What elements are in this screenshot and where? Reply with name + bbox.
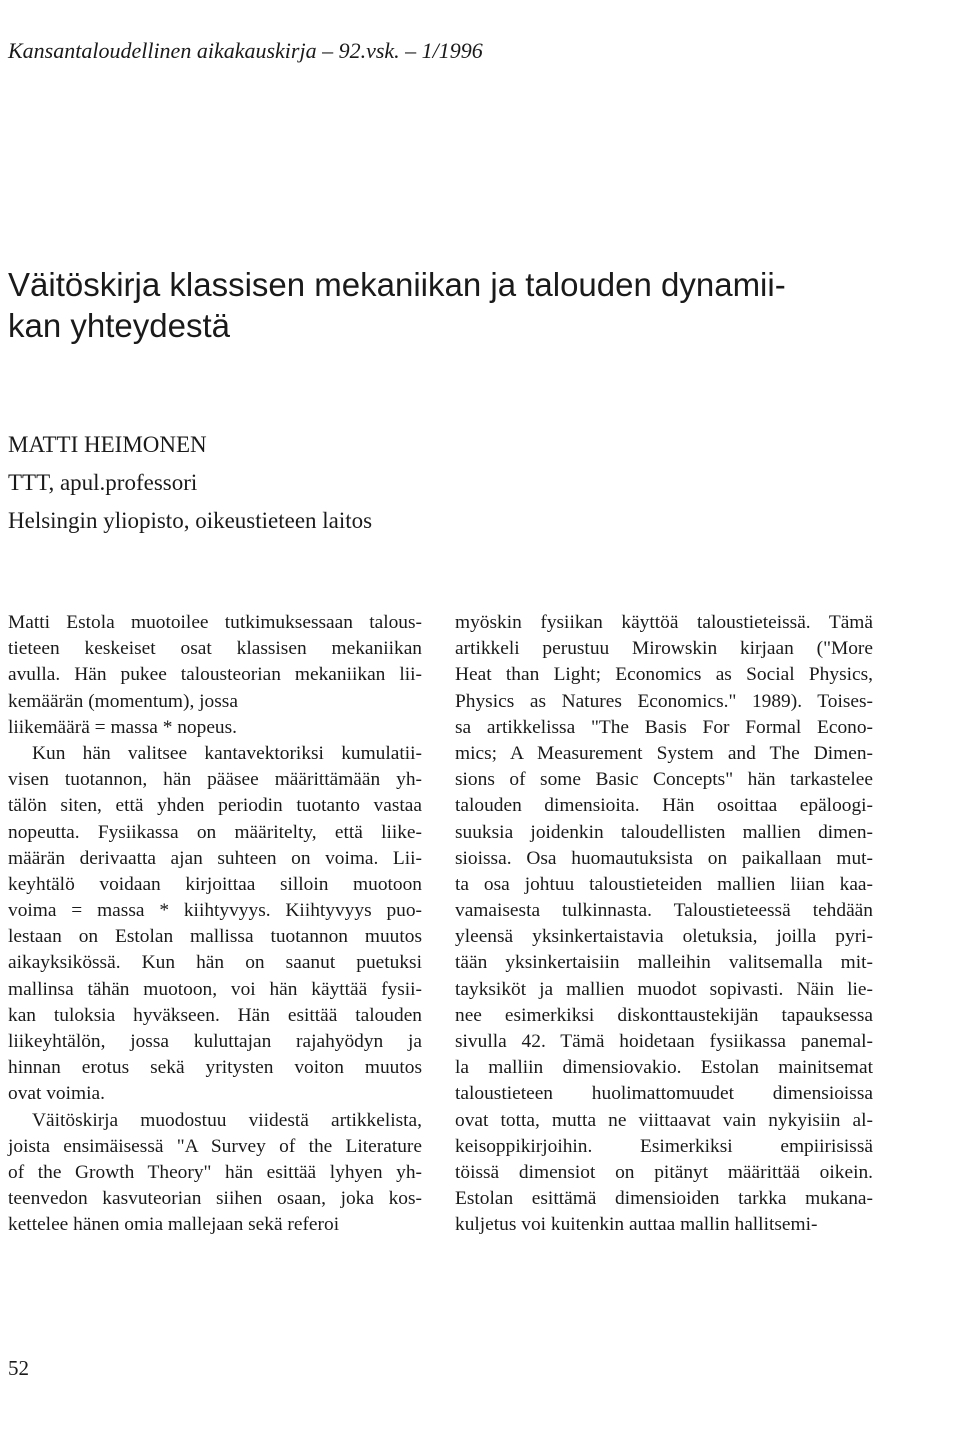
text-line: ta osa johtuu taloustieteiden mallien liian kaa- [455, 873, 873, 895]
text-line: tayksiköt ja mallien muodot sopivasti. Näin lie- [455, 978, 873, 1000]
text-line: kuljetus voi kuitenkin auttaa mallin hallitsemi- [455, 1214, 818, 1236]
author-block [8, 426, 372, 540]
text-line: sa artikkelissa "The Basis For Formal Econo- [455, 716, 873, 738]
text-line: mallinsa tähän muotoon, voi hän käyttää fysii- [8, 978, 422, 1000]
text-line: Heat than Light; Economics as Social Physics, [455, 664, 873, 686]
text-line: tieteen keskeiset osat klassisen mekaniikan [8, 638, 422, 660]
text-line: kettelee hänen omia mallejaan sekä referoi [8, 1214, 340, 1236]
text-line: mics; A Measurement System and The Dimen- [455, 742, 873, 764]
text-line: töissä dimensiot on pitänyt määrittää oikein. [455, 1161, 873, 1183]
author-name: MATTI HEIMONEN [8, 432, 207, 457]
text-line: joista ensimäisessä "A Survey of the Literature [8, 1135, 422, 1157]
text-line: Matti Estola muotoilee tutkimuksessaan talous- [8, 612, 422, 633]
text-line: hinnan erotus sekä yritysten voiton muutos [8, 1057, 422, 1079]
text-line: kemäärän (momentum), jossa [8, 690, 238, 712]
author-position: TTT, apul.professori [8, 470, 198, 495]
text-line: ovat voimia. [8, 1083, 105, 1105]
text-line: aikayksikössä. Kun hän on saanut puetuksi [8, 952, 422, 974]
text-line: liikemäärä = massa * nopeus. [8, 716, 238, 738]
text-line: talouden dimensioita. Hän osoittaa epäloogi- [455, 795, 873, 817]
text-line: la malliin dimensiovakio. Estolan mainitsemat [455, 1057, 873, 1079]
text-line: sioissa. Osa huomautuksista on paikallaan mut- [455, 847, 873, 869]
page-number: 52 [8, 1356, 29, 1380]
text-line: tälön siten, että yhden periodin tuotanto vastaa [8, 795, 422, 817]
text-line: ovat totta, mutta ne viittaavat vain nykyisiin al- [455, 1109, 873, 1131]
title-line: Väitöskirja klassisen mekaniikan ja talouden dynamii- [8, 266, 786, 303]
text-line: of the Growth Theory" hän esittää lyhyen yh- [8, 1161, 422, 1183]
text-line: taloustieteen huolimattomuudet dimensioissa [455, 1083, 873, 1105]
text-line: avulla. Hän pukee talousteorian mekaniikan lii- [8, 664, 422, 686]
text-line: vamaisesta tulkinnasta. Taloustieteessä tehdään [455, 900, 873, 922]
text-line: keyhtälö voidaan kirjoittaa silloin muotoon [8, 873, 422, 895]
text-line: suuksia joidenkin taloudellisten mallien dimen- [455, 821, 873, 843]
text-line: myöskin fysiikan käyttöä taloustieteissä. Tämä [455, 612, 873, 633]
journal-header: Kansantaloudellinen aikakauskirja – 92.vsk. – 1/1996 [8, 38, 483, 63]
text-line: sions of some Basic Concepts" hän tarkastelee [455, 769, 873, 791]
text-line: Kun hän valitsee kantavektoriksi kumulatii- [32, 742, 422, 764]
title-line: kan yhteydestä [8, 307, 230, 344]
text-line: tään yksinkertaisiin malleihin valitsemalla mit- [455, 952, 873, 974]
text-line: Estolan esittämä dimensioiden tarkka mukana- [455, 1188, 873, 1210]
text-line: liikeyhtälön, jossa kuluttajan rajahyödyn ja [8, 1031, 422, 1052]
text-line: voima = massa * kiihtyvyys. Kiihtyvyys puo- [8, 900, 422, 922]
text-line: teenvedon kasvuteorian siihen osaan, joka kos- [8, 1188, 422, 1210]
text-line: määrän derivaatta ajan suhteen on voima. Lii- [8, 847, 422, 869]
text-line: sivulla 42. Tämä hoidetaan fysiikassa panemal- [455, 1031, 873, 1052]
text-line: visen tuotannon, hän pääsee määrittämään yh- [8, 769, 422, 791]
text-line: nopeutta. Fysiikassa on määritelty, että liike- [8, 821, 422, 843]
text-line: Physics as Natures Economics." 1989). Toises- [455, 690, 873, 712]
author-affiliation: Helsingin yliopisto, oikeustieteen laitos [8, 508, 373, 533]
article-title [8, 264, 908, 346]
text-line: lestaan on Estolan mallissa tuotannon muutos [8, 926, 422, 948]
right-column [455, 610, 873, 1239]
text-line: keisoppikirjoihin. Esimerkiksi empiirisissä [455, 1135, 873, 1157]
text-line: yleensä yksinkertaistavia oletuksia, joilla pyri- [455, 926, 873, 948]
text-line: Väitöskirja muodostuu viidestä artikkelista, [32, 1109, 422, 1131]
text-line: artikkeli perustuu Mirowskin kirjaan ("More [455, 638, 873, 660]
text-line: kan tuloksia hyväkseen. Hän esittää talouden [8, 1004, 422, 1026]
left-column [8, 610, 422, 1239]
text-line: nee esimerkiksi diskonttaustekijän tapauksessa [455, 1004, 873, 1026]
